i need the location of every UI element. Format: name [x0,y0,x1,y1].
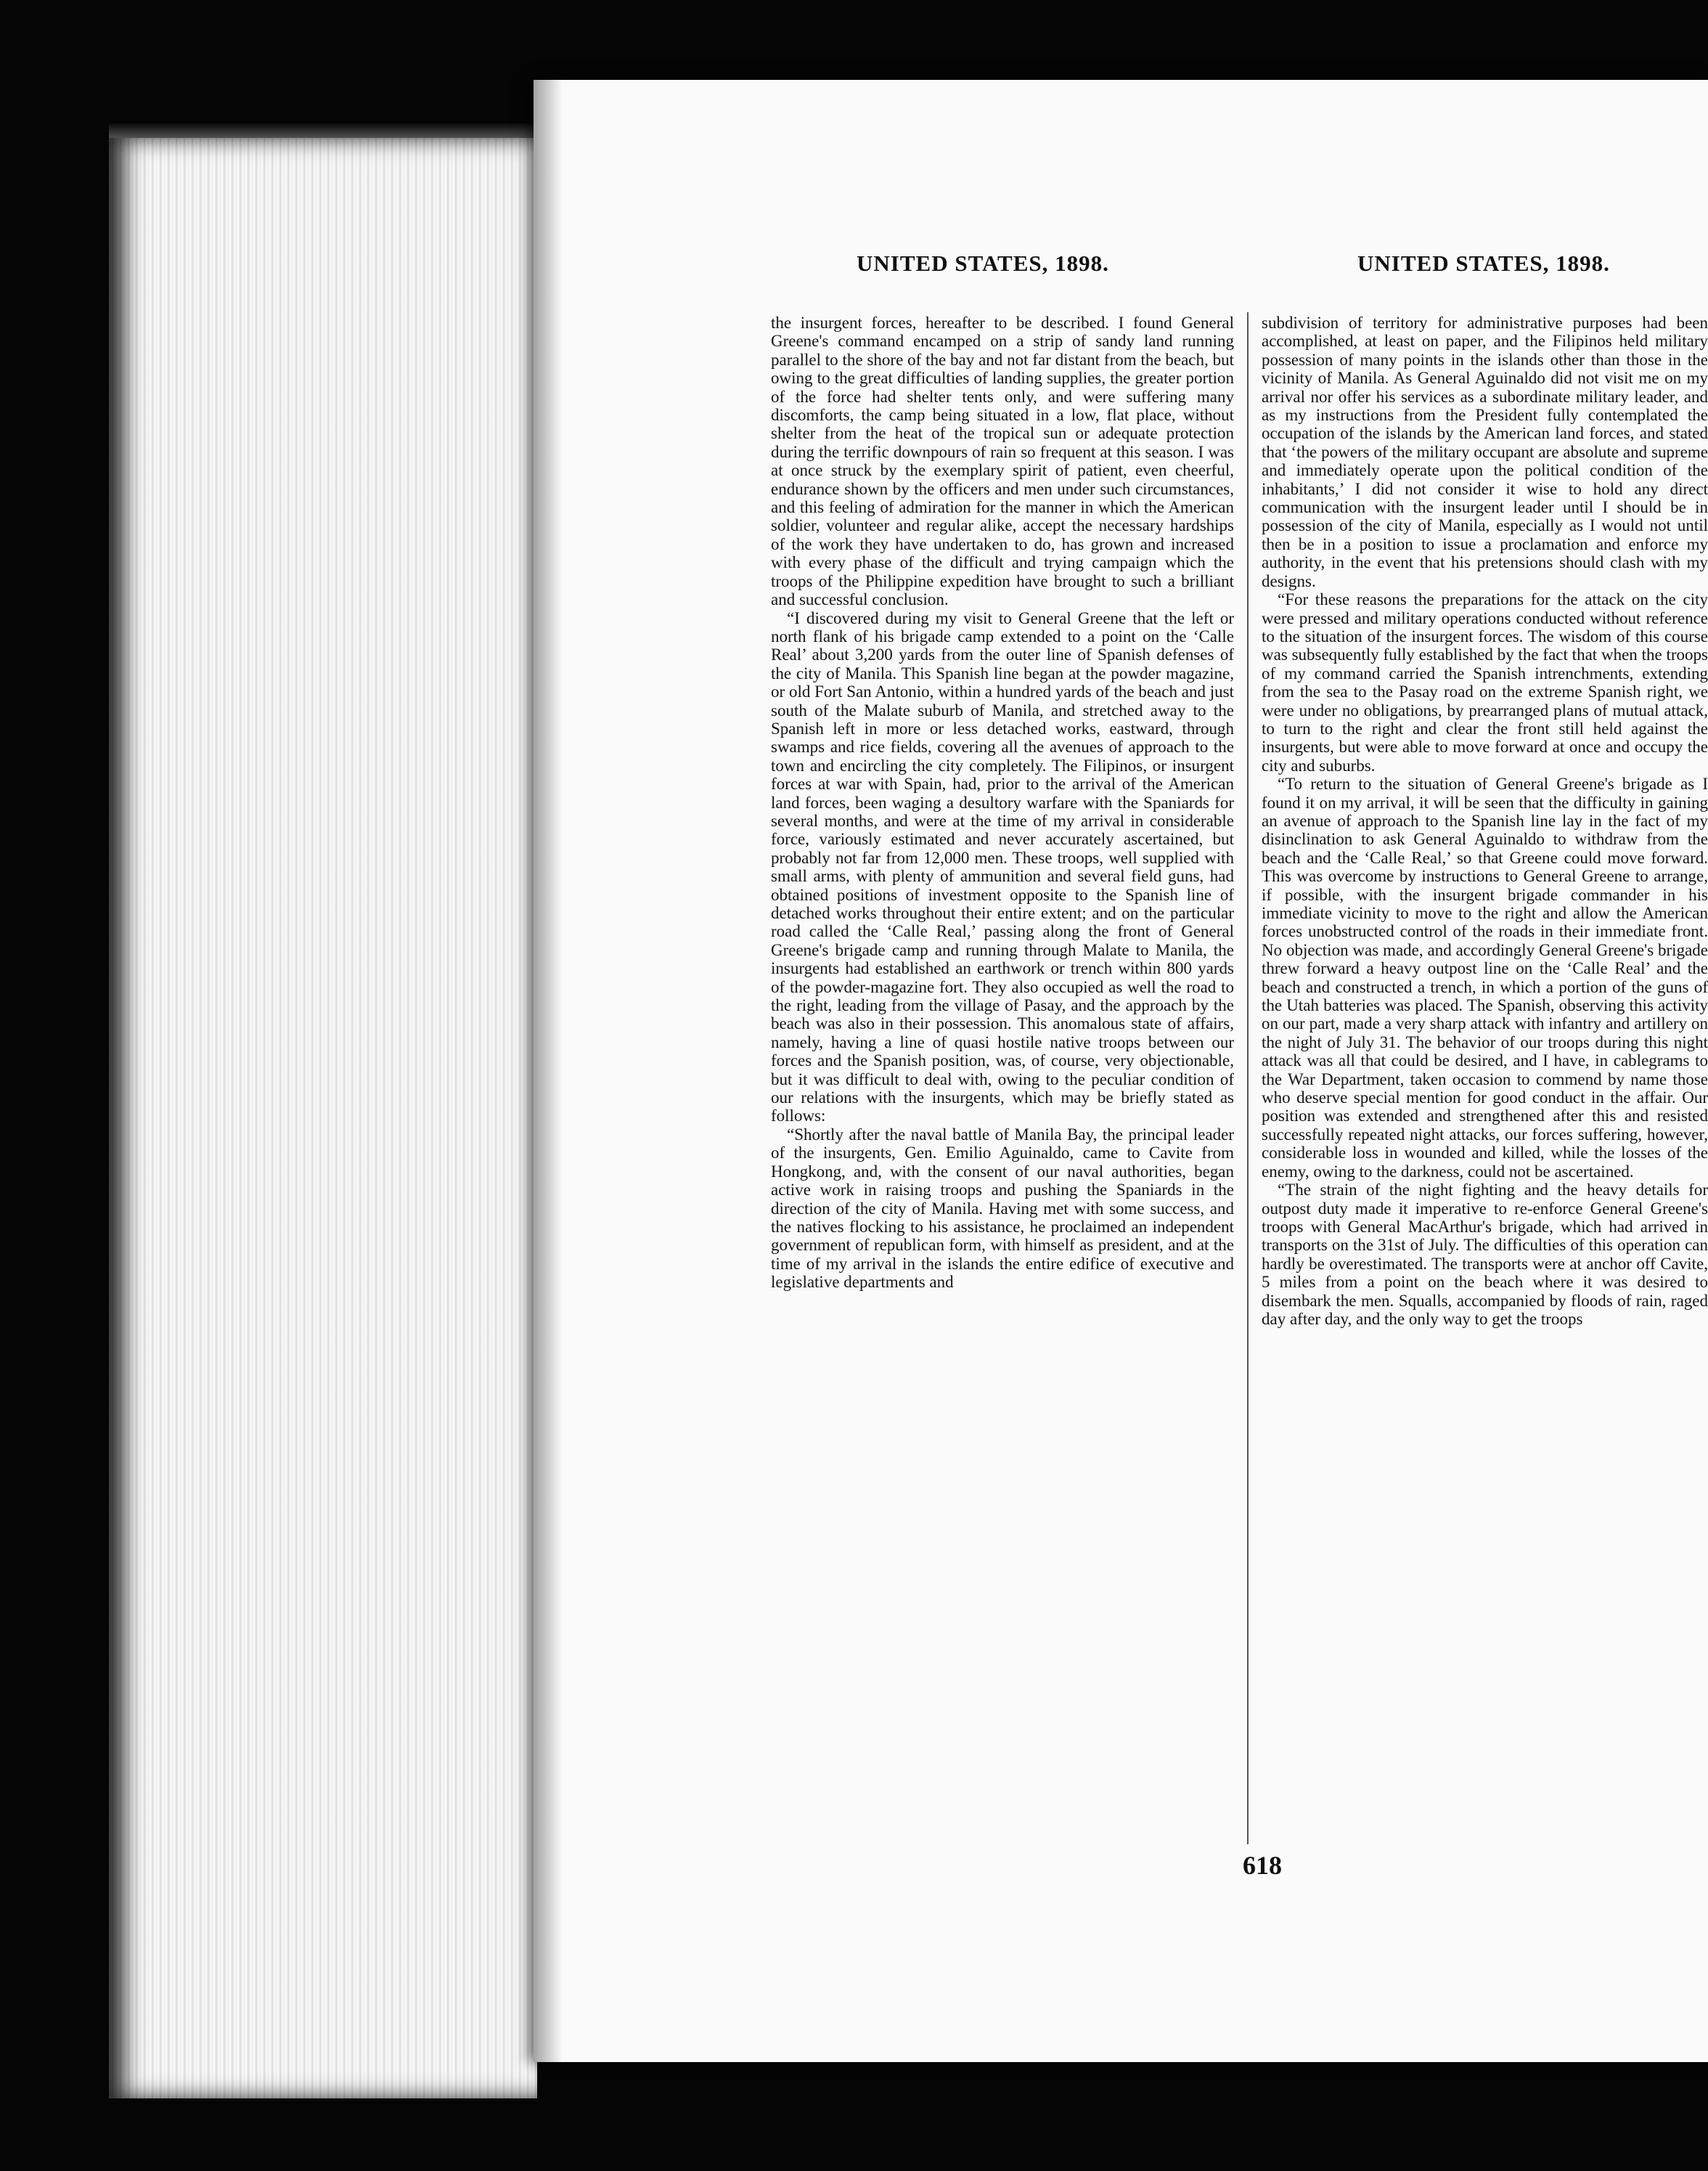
paragraph: the insurgent forces, hereafter to be described. I found General Greene's command encamped on a strip of sandy land running parallel to the shore of the bay and not far distant from the beach, but owing to the great difficulties of landing supplies, the greater portion of the force had shelter tents only, and were suffering many discomforts, the camp being situated in a low, flat place, without shelter from the heat of the tropical sun or adequate protection during the terrific downpours of rain so frequent at this season. I was at once struck by the exemplary spirit of patient, even cheerful, endurance shown by the officers and men under such circumstances, and this feeling of admiration for the manner in which the American soldier, volunteer and regular alike, accept the necessary hardships of the work they have undertaken to do, has grown and increased with every phase of the difficult and trying campaign which the troops of the Philippine expedition have brought to such a brilliant and successful conclusion. [771,314,1234,609]
text-column-left [771,314,1234,1292]
paragraph: “To return to the situation of General Greene's brigade as I found it on my arrival, it will be seen that the difficulty in gaining an avenue of approach to the Spanish line lay in the fact of my disinclination to ask General Aguinaldo to withdraw from the beach and the ‘Calle Real,’ so that Greene could move forward. This was overcome by instructions to General Greene to arrange, if possible, with the insurgent brigade commander in his immediate vicinity to move to the right and allow the American forces unobstructed control of the roads in their immediate front. No objection was made, and accordingly General Greene's brigade threw forward a heavy outpost line on the ‘Calle Real’ and the beach and constructed a trench, in which a portion of the guns of the Utah batteries was placed. The Spanish, observing this activity on our part, made a very sharp attack with infantry and artillery on the night of July 31. The behavior of our troops during this night attack was all that could be desired, and I have, in cablegrams to the War Department, taken occasion to commend by name those who deserve special mention for good conduct in the affair. Our position was extended and strengthened after this and resisted successfully repeated night attacks, our forces suffering, however, considerable loss in wounded and killed, while the losses of the enemy, owing to the darkness, could not be ascertained. [1262,775,1708,1181]
gutter-shadow [534,80,563,2062]
running-header-right: UNITED STATES, 1898. [1357,250,1610,276]
page-number: 618 [1243,1851,1282,1880]
column-rule [1247,312,1249,1844]
paragraph: subdivision of territory for administrative purposes had been accomplished, at least on paper, and the Filipinos held military possession of many points in the islands other than those in the vicinity of Manila. As General Aguinaldo did not visit me on my arrival nor offer his services as a subordinate military leader, and as my instructions from the President fully contemplated the occupation of the islands by the American land forces, and stated that ‘the powers of the military occupant are absolute and supreme and immediately operate upon the political condition of the inhabitants,’ I did not consider it wise to hold any direct communication with the insurgent leader until I should be in possession of the city of Manila, especially as I would not until then be in a position to issue a proclamation and enforce my authority, in the event that his pretensions should clash with my designs. [1262,314,1708,590]
running-header-left: UNITED STATES, 1898. [857,250,1109,276]
text-column-right [1262,314,1708,1846]
page-edges-stack [109,138,537,2098]
paragraph: “For these reasons the preparations for the attack on the city were pressed and military operations conducted without reference to the situation of the insurgent forces. The wisdom of this course was subsequently fully established by the fact that when the troops of my command carried the Spanish intrenchments, extending from the sea to the Pasay road on the extreme Spanish right, we were under no obligations, by prearranged plans of mutual attack, to turn to the right and clear the front still held against the insurgents, but were able to move forward at once and occupy the city and suburbs. [1262,590,1708,775]
paragraph: “The strain of the night fighting and the heavy details for outpost duty made it imperative to re-enforce General Greene's troops with General MacArthur's brigade, which had arrived in transports on the 31st of July. The difficulties of this operation can hardly be overestimated. The transports were at anchor off Cavite, 5 miles from a point on the beach where it was desired to disembark the men. Squalls, accompanied by floods of rain, raged day after day, and the only way to get the troops [1262,1181,1708,1328]
paragraph: “I discovered during my visit to General Greene that the left or north flank of his brigade camp extended to a point on the ‘Calle Real’ about 3,200 yards from the outer line of Spanish defenses of the city of Manila. This Spanish line began at the powder magazine, or old Fort San Antonio, within a hundred yards of the beach and just south of the Malate suburb of Manila, and stretched away to the Spanish left in more or less detached works, eastward, through swamps and rice fields, covering all the avenues of approach to the town and encircling the city completely. The Filipinos, or insurgent forces at war with Spain, had, prior to the arrival of the American land forces, been waging a desultory warfare with the Spaniards for several months, and were at the time of my arrival in considerable force, variously estimated and never accurately ascertained, but probably not far from 12,000 men. These troops, well supplied with small arms, with plenty of ammunition and several field guns, had obtained positions of investment opposite to the Spanish line of detached works throughout their entire extent; and on the particular road called the ‘Calle Real,’ passing along the front of General Greene's brigade camp and running through Malate to Manila, the insurgents had established an earthwork or trench within 800 yards of the powder-magazine fort. They also occupied as well the road to the right, leading from the village of Pasay, and the approach by the beach was also in their possession. This anomalous state of affairs, namely, having a line of quasi hostile native troops between our forces and the Spanish position, was, of course, very objectionable, but it was difficult to deal with, owing to the peculiar condition of our relations with the insurgents, which may be briefly stated as follows: [771,608,1234,1125]
paragraph: “Shortly after the naval battle of Manila Bay, the principal leader of the insurgents, Gen. Emilio Aguinaldo, came to Cavite from Hongkong, and, with the consent of our naval authorities, began active work in raising troops and pushing the Spaniards in the direction of the city of Manila. Having met with some success, and the natives flocking to his assistance, he proclaimed an independent government of republican form, with himself as president, and at the time of my arrival in the islands the entire edifice of executive and legislative departments and [771,1125,1234,1292]
